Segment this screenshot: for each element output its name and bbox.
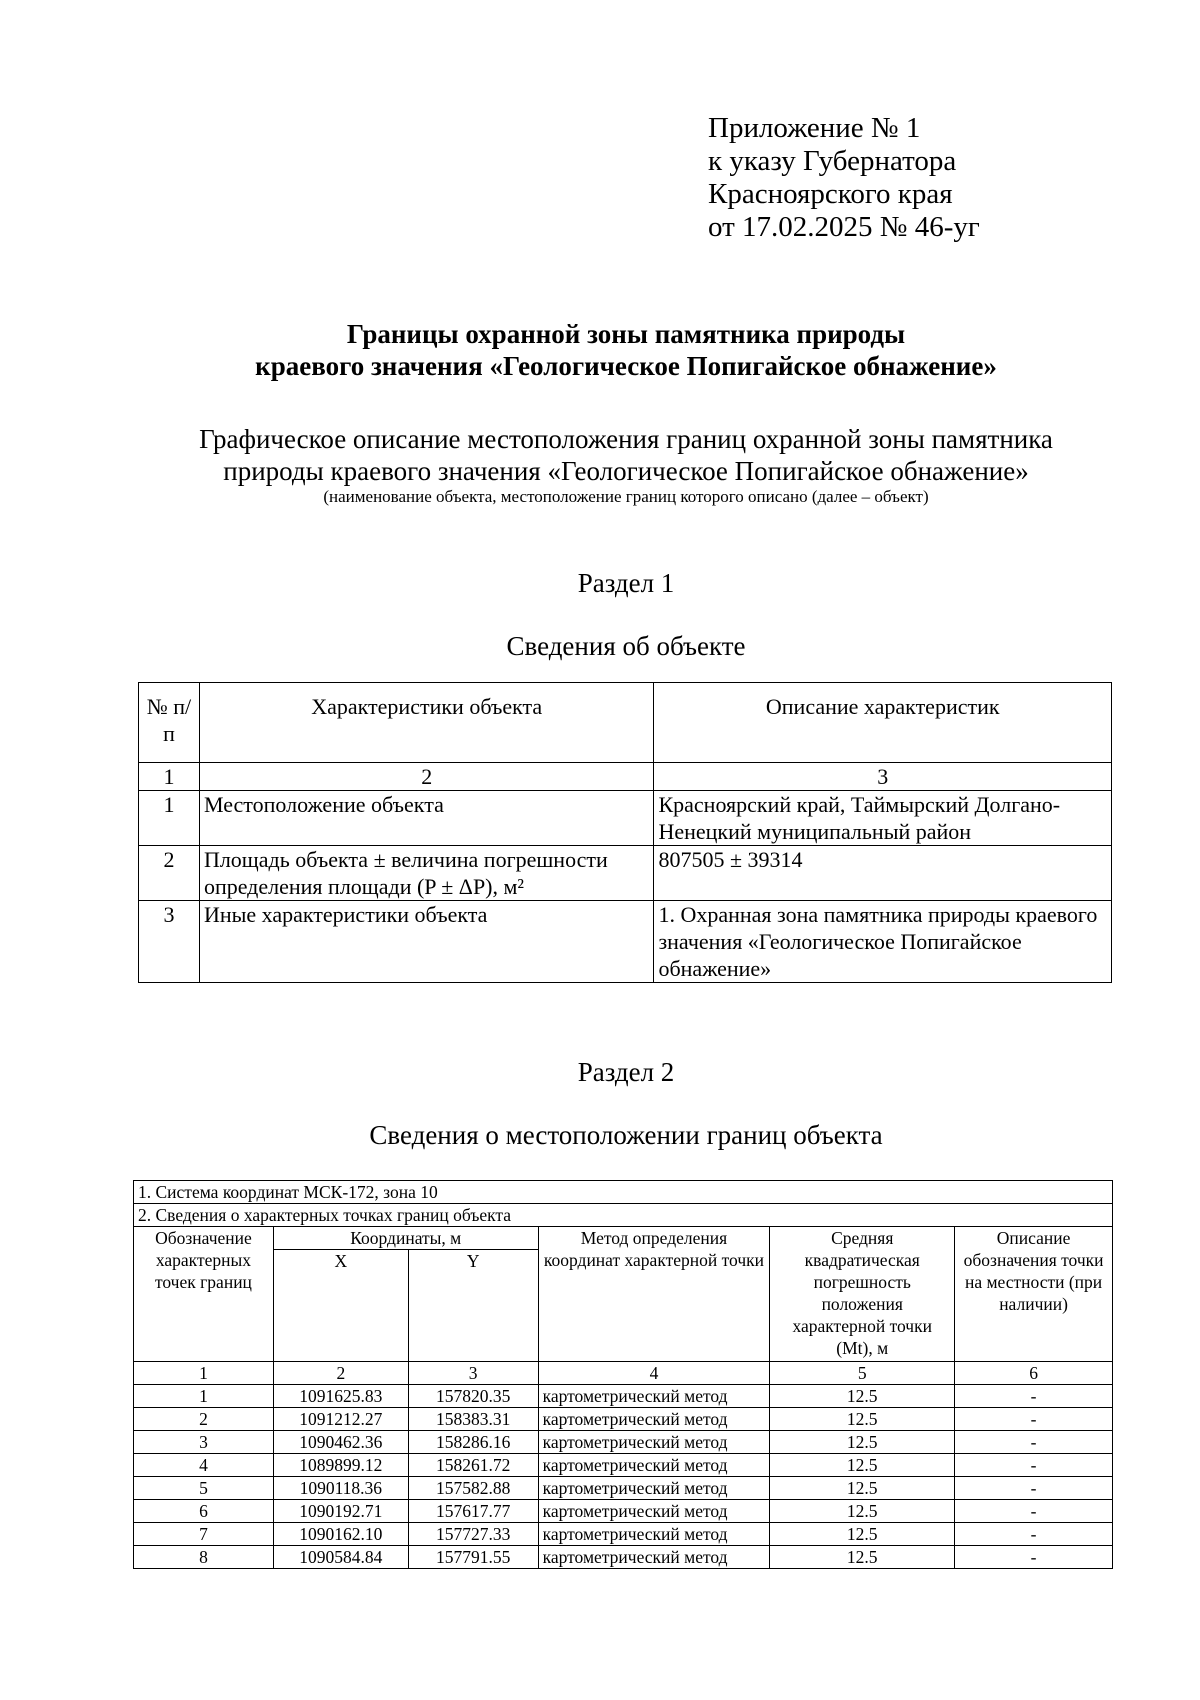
boundary-points-table bbox=[133, 1180, 1113, 1569]
row-characteristic: Иные характеристики объекта bbox=[199, 901, 654, 983]
column-number: 2 bbox=[199, 763, 654, 791]
table-header-row bbox=[134, 1227, 1113, 1250]
point-mt: 12.5 bbox=[770, 1500, 955, 1523]
point-y: 158383.31 bbox=[408, 1408, 538, 1431]
point-method: картометрический метод bbox=[538, 1523, 770, 1546]
column-number-row bbox=[134, 1362, 1113, 1385]
title-line: Границы охранной зоны памятника природы bbox=[346, 319, 906, 349]
header-cell-point-description: Описание обозначения точки на местности (при наличии) bbox=[955, 1227, 1113, 1362]
header-cell-designation: Обозначение характерных точек границ bbox=[134, 1227, 274, 1362]
column-number: 6 bbox=[955, 1362, 1113, 1385]
point-number: 8 bbox=[134, 1546, 274, 1569]
column-number: 1 bbox=[134, 1362, 274, 1385]
point-number: 7 bbox=[134, 1523, 274, 1546]
subtitle-line: природы краевого значения «Геологическое Попигайское обнажение» bbox=[223, 456, 1029, 486]
point-y: 157617.77 bbox=[408, 1500, 538, 1523]
point-mt: 12.5 bbox=[770, 1454, 955, 1477]
title-line: краевого значения «Геологическое Попигайское обнажение» bbox=[255, 351, 997, 381]
point-mt: 12.5 bbox=[770, 1546, 955, 1569]
header-cell-description: Описание характеристик bbox=[654, 683, 1112, 763]
point-description: - bbox=[955, 1477, 1113, 1500]
point-description: - bbox=[955, 1454, 1113, 1477]
point-x: 1089899.12 bbox=[273, 1454, 408, 1477]
row-number: 2 bbox=[139, 846, 200, 901]
point-description: - bbox=[955, 1500, 1113, 1523]
point-description: - bbox=[955, 1431, 1113, 1454]
coordinate-system: 1. Система координат МСК-172, зона 10 bbox=[134, 1181, 1113, 1204]
point-x: 1091212.27 bbox=[273, 1408, 408, 1431]
document-subtitle bbox=[0, 423, 1200, 487]
point-y: 158261.72 bbox=[408, 1454, 538, 1477]
point-description: - bbox=[955, 1546, 1113, 1569]
point-number: 3 bbox=[134, 1431, 274, 1454]
header-cell-coordinates: Координаты, м bbox=[273, 1227, 538, 1250]
appendix-line: к указу Губернатора bbox=[708, 145, 957, 177]
section1-heading: Сведения об объекте bbox=[506, 631, 746, 661]
point-mt: 12.5 bbox=[770, 1477, 955, 1500]
point-number: 1 bbox=[134, 1385, 274, 1408]
point-method: картометрический метод bbox=[538, 1477, 770, 1500]
point-method: картометрический метод bbox=[538, 1546, 770, 1569]
table-row bbox=[134, 1546, 1113, 1569]
point-x: 1091625.83 bbox=[273, 1385, 408, 1408]
table-row bbox=[139, 791, 1112, 846]
row-description: 807505 ± 39314 bbox=[654, 846, 1112, 901]
row-characteristic: Местоположение объекта bbox=[199, 791, 654, 846]
appendix-line: от 17.02.2025 № 46-уг bbox=[708, 211, 980, 243]
column-number: 1 bbox=[139, 763, 200, 791]
section2-heading: Сведения о местоположении границ объекта bbox=[369, 1120, 883, 1150]
point-mt: 12.5 bbox=[770, 1431, 955, 1454]
header-cell-method: Метод определения координат характерной точки bbox=[538, 1227, 770, 1362]
point-y: 157582.88 bbox=[408, 1477, 538, 1500]
row-number: 1 bbox=[139, 791, 200, 846]
point-y: 157820.35 bbox=[408, 1385, 538, 1408]
point-x: 1090162.10 bbox=[273, 1523, 408, 1546]
point-number: 6 bbox=[134, 1500, 274, 1523]
point-x: 1090584.84 bbox=[273, 1546, 408, 1569]
point-method: картометрический метод bbox=[538, 1500, 770, 1523]
subtitle-line: Графическое описание местоположения границ охранной зоны памятника bbox=[199, 424, 1053, 454]
table-row bbox=[134, 1385, 1113, 1408]
row-characteristic: Площадь объекта ± величина погрешности определения площади (P ± ΔP), м² bbox=[199, 846, 654, 901]
point-mt: 12.5 bbox=[770, 1408, 955, 1431]
table-row bbox=[139, 846, 1112, 901]
point-description: - bbox=[955, 1385, 1113, 1408]
table-row bbox=[134, 1523, 1113, 1546]
section1-label: Раздел 1 bbox=[577, 568, 675, 598]
point-x: 1090192.71 bbox=[273, 1500, 408, 1523]
point-y: 157727.33 bbox=[408, 1523, 538, 1546]
column-number: 3 bbox=[654, 763, 1112, 791]
table-row bbox=[134, 1408, 1113, 1431]
point-x: 1090118.36 bbox=[273, 1477, 408, 1500]
document-title bbox=[0, 318, 1200, 382]
column-number: 5 bbox=[770, 1362, 955, 1385]
point-method: картометрический метод bbox=[538, 1408, 770, 1431]
column-number: 4 bbox=[538, 1362, 770, 1385]
column-number: 3 bbox=[408, 1362, 538, 1385]
appendix-header bbox=[708, 112, 980, 244]
subtitle-note: (наименование объекта, местоположение границ которого описано (далее – объект) bbox=[323, 487, 929, 506]
point-number: 2 bbox=[134, 1408, 274, 1431]
point-mt: 12.5 bbox=[770, 1385, 955, 1408]
coordinate-system-row bbox=[134, 1181, 1113, 1204]
object-info-table bbox=[138, 682, 1112, 983]
point-y: 158286.16 bbox=[408, 1431, 538, 1454]
header-cell-error: Средняя квадратическая погрешность положения характерной точки (Mt), м bbox=[770, 1227, 955, 1362]
point-number: 4 bbox=[134, 1454, 274, 1477]
point-method: картометрический метод bbox=[538, 1385, 770, 1408]
header-cell-number: № п/п bbox=[139, 683, 200, 763]
section2-label: Раздел 2 bbox=[577, 1057, 675, 1087]
point-method: картометрический метод bbox=[538, 1454, 770, 1477]
table-row bbox=[134, 1477, 1113, 1500]
column-number-row bbox=[139, 763, 1112, 791]
column-number: 2 bbox=[273, 1362, 408, 1385]
point-number: 5 bbox=[134, 1477, 274, 1500]
point-mt: 12.5 bbox=[770, 1523, 955, 1546]
point-description: - bbox=[955, 1523, 1113, 1546]
appendix-line: Приложение № 1 bbox=[708, 112, 921, 144]
header-cell-x: X bbox=[273, 1250, 408, 1362]
point-x: 1090462.36 bbox=[273, 1431, 408, 1454]
points-title: 2. Сведения о характерных точках границ объекта bbox=[134, 1204, 1113, 1227]
row-number: 3 bbox=[139, 901, 200, 983]
header-cell-characteristics: Характеристики объекта bbox=[199, 683, 654, 763]
table-row bbox=[134, 1454, 1113, 1477]
header-cell-y: Y bbox=[408, 1250, 538, 1362]
points-title-row bbox=[134, 1204, 1113, 1227]
point-method: картометрический метод bbox=[538, 1431, 770, 1454]
table-header-row bbox=[139, 683, 1112, 763]
row-description: 1. Охранная зона памятника природы краевого значения «Геологическое Попигайское обнажение» bbox=[654, 901, 1112, 983]
point-description: - bbox=[955, 1408, 1113, 1431]
table-row bbox=[134, 1431, 1113, 1454]
point-y: 157791.55 bbox=[408, 1546, 538, 1569]
appendix-line: Красноярского края bbox=[708, 178, 953, 210]
table-row bbox=[139, 901, 1112, 983]
row-description: Красноярский край, Таймырский Долгано-Ненецкий муниципальный район bbox=[654, 791, 1112, 846]
table-row bbox=[134, 1500, 1113, 1523]
